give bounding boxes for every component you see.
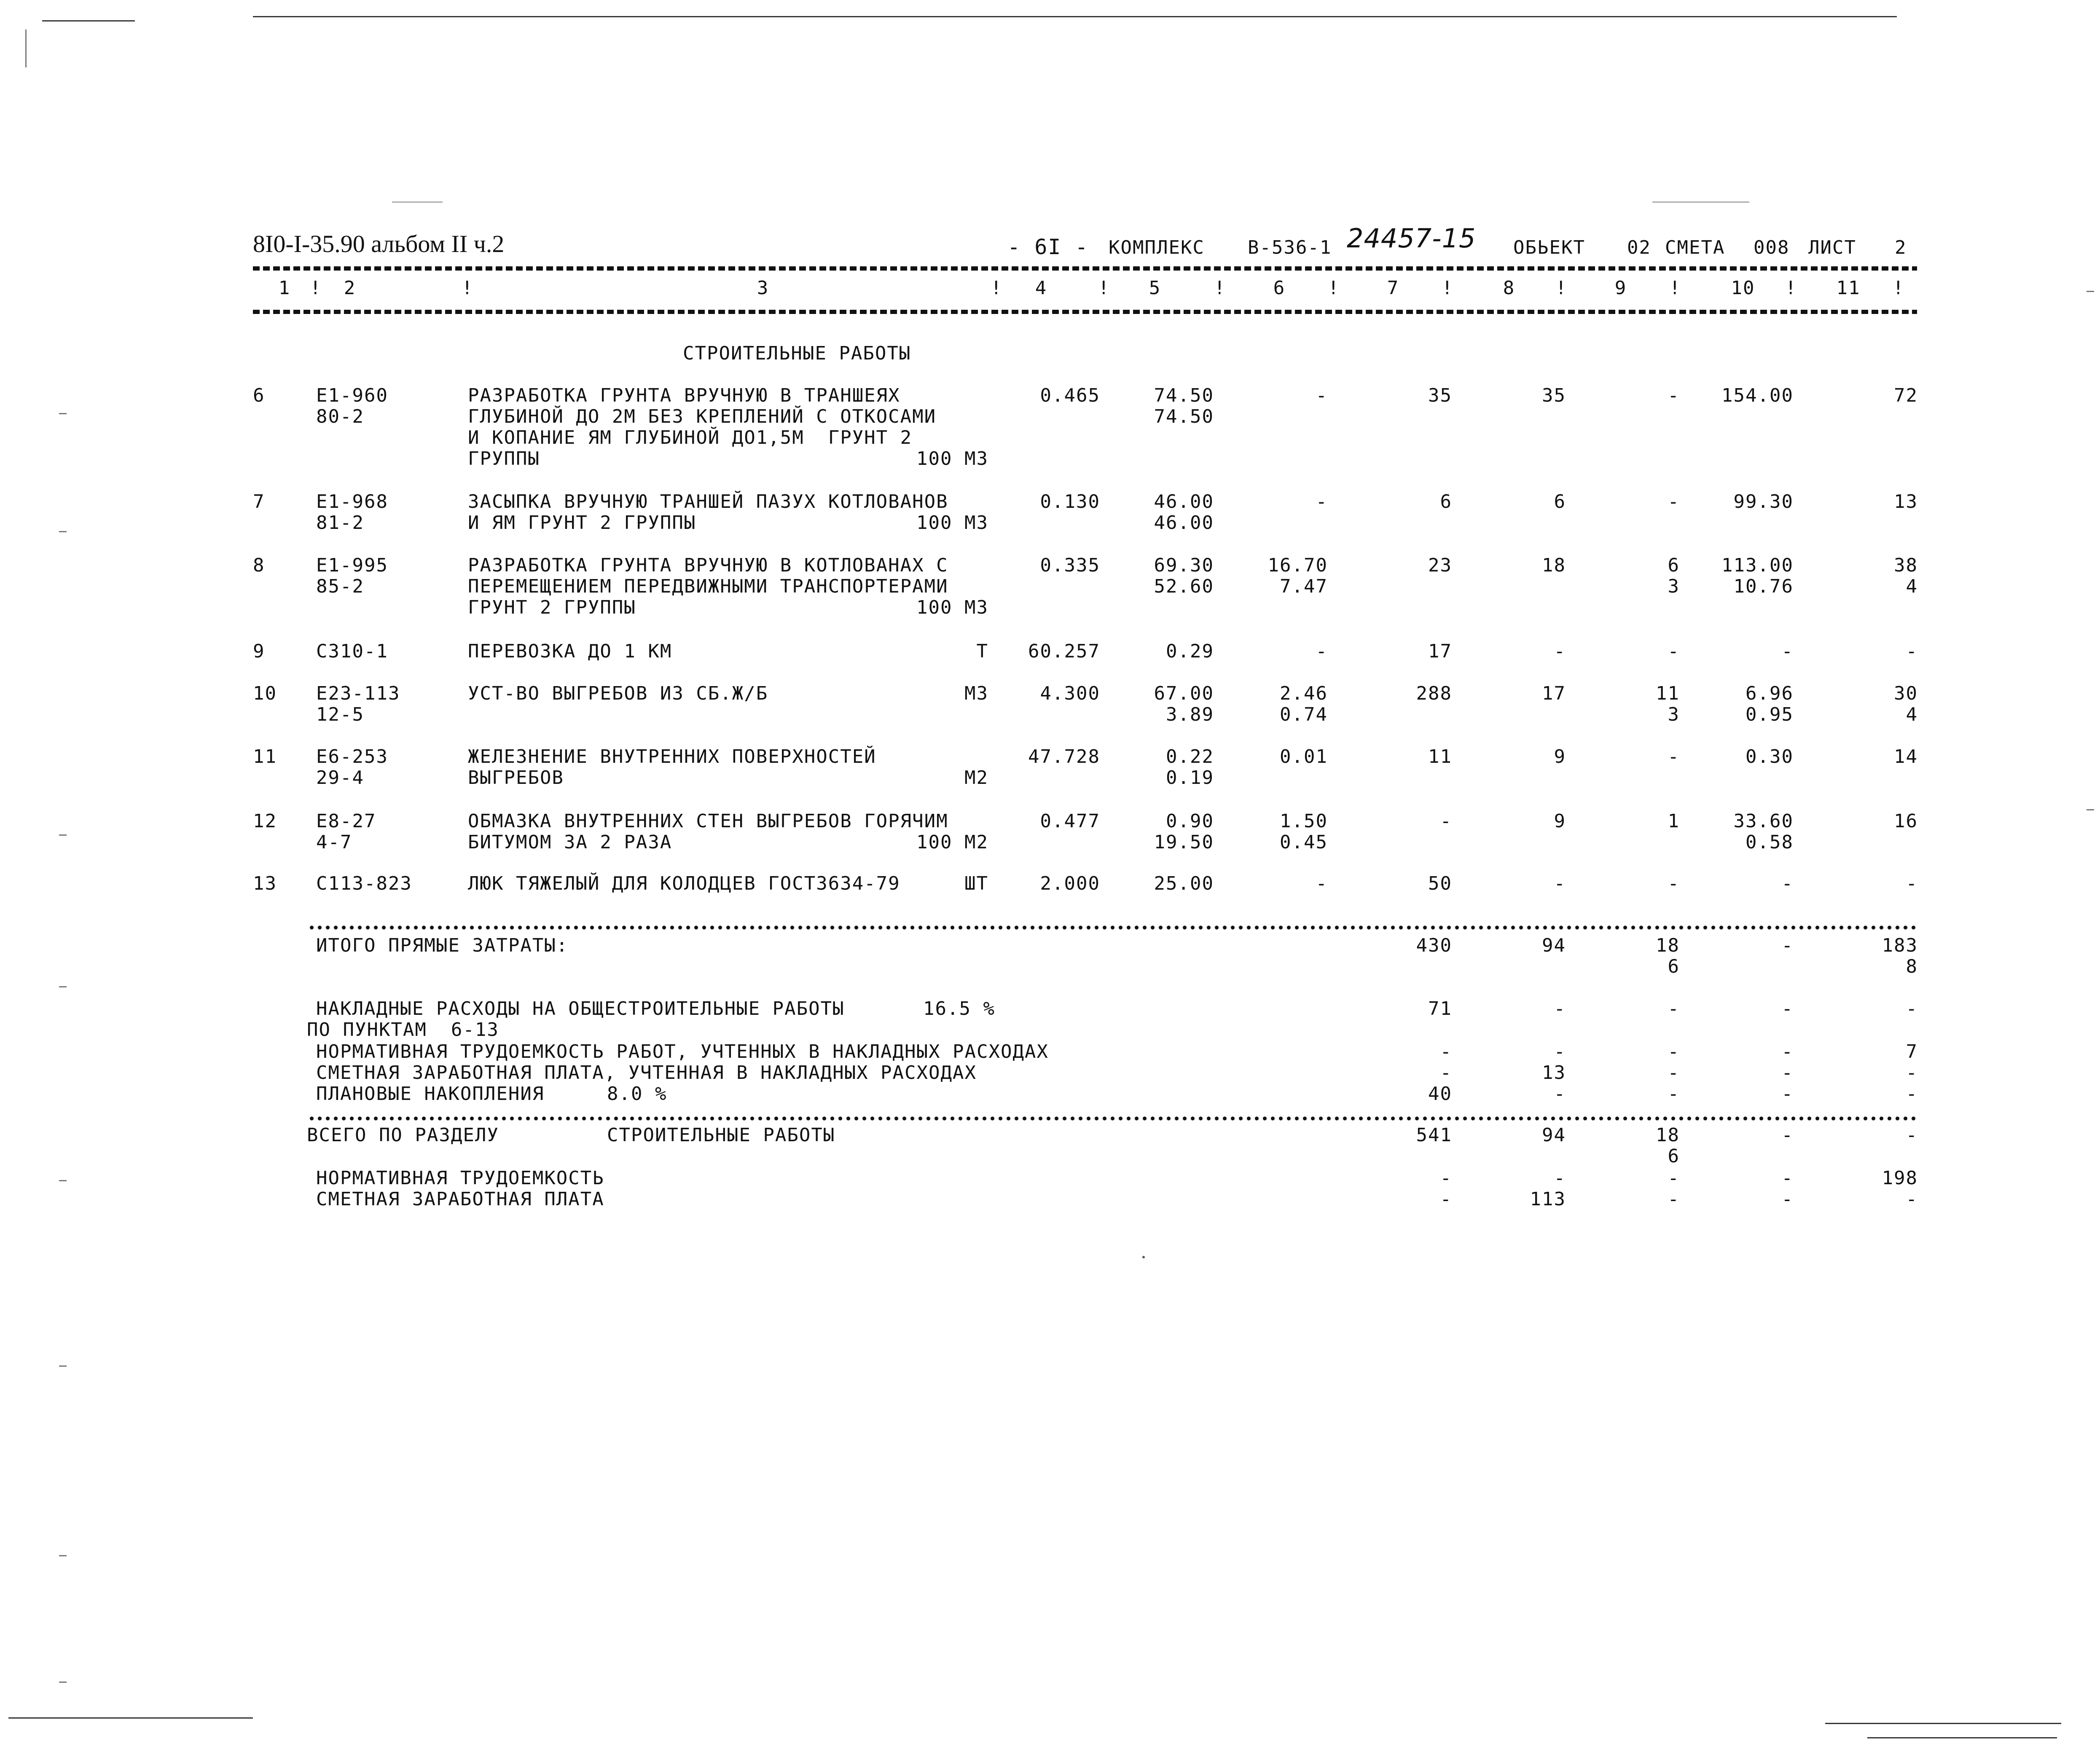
column-separator: ! [1098, 277, 1110, 299]
unit-of-measure: ШТ [964, 873, 988, 894]
value-col-6: 16.70 [1268, 555, 1328, 576]
wage-label: СМЕТНАЯ ЗАРАБОТНАЯ ПЛАТА [316, 1188, 604, 1210]
column-separator: ! [462, 277, 474, 299]
scan-bottom-rule-right-2 [1867, 1737, 2057, 1738]
value-col-9: 1 [1668, 810, 1680, 832]
total-col-8: 13 [1542, 1062, 1566, 1084]
scan-bottom-rule-left [8, 1717, 253, 1719]
complex-code: В-536-1 [1248, 237, 1332, 258]
value-col-5: 67.00 [1154, 683, 1214, 704]
section-total-dotted-separator [308, 1116, 1917, 1121]
value-col-10: 0.95 [1746, 704, 1794, 725]
margin-tick [59, 834, 67, 836]
planned-savings-percent: 8.0 % [607, 1083, 667, 1105]
value-col-8: 9 [1554, 810, 1566, 832]
page-number: - 6I - [1007, 235, 1089, 259]
complex-label: КОМПЛЕКС [1109, 237, 1205, 258]
column-separator: ! [1555, 277, 1568, 299]
quantity: 47.728 [1028, 746, 1100, 767]
column-number: 10 [1731, 277, 1755, 299]
total-col-7: - [1440, 1167, 1452, 1189]
row-number: 12 [253, 810, 277, 832]
total-col-9: 6 [1668, 1145, 1680, 1167]
value-col-5: 46.00 [1154, 491, 1214, 512]
overhead-sub-label: ПО ПУНКТАМ 6-13 [307, 1019, 499, 1041]
work-description: БИТУМОМ ЗА 2 РАЗА [468, 831, 672, 853]
value-col-10: 0.30 [1746, 746, 1794, 767]
value-col-9: 3 [1668, 704, 1680, 725]
value-col-9: 11 [1656, 683, 1680, 704]
quantity: 0.130 [1040, 491, 1100, 512]
unit-of-measure: 100 М3 [916, 448, 988, 469]
margin-tick [59, 531, 67, 532]
work-description: И ЯМ ГРУНТ 2 ГРУППЫ [468, 512, 696, 534]
value-col-7: 35 [1428, 385, 1452, 406]
total-col-11: 7 [1906, 1041, 1918, 1062]
total-col-9: - [1668, 1167, 1680, 1189]
value-col-11: 13 [1894, 491, 1918, 512]
column-number: 11 [1836, 277, 1861, 299]
total-col-7: - [1440, 1188, 1452, 1210]
margin-tick [2087, 809, 2094, 810]
norm-code: 81-2 [316, 512, 364, 534]
doc-code: 8I0-I-35.90 альбом II ч.2 [253, 230, 505, 257]
quantity: 2.000 [1040, 873, 1100, 894]
value-col-5: 74.50 [1154, 406, 1214, 427]
total-col-10: - [1781, 1124, 1794, 1146]
value-col-9: - [1668, 641, 1680, 662]
value-col-9: 3 [1668, 576, 1680, 597]
value-col-8: 35 [1542, 385, 1566, 406]
header-top-dashes [253, 266, 1917, 271]
overhead-label: НАКЛАДНЫЕ РАСХОДЫ НА ОБЩЕСТРОИТЕЛЬНЫЕ РАБОТЫ [316, 998, 845, 1019]
total-col-10: - [1781, 1041, 1794, 1062]
norm-code: Е6-253 [316, 746, 388, 767]
norm-code: 85-2 [316, 576, 364, 597]
row-number: 7 [253, 491, 265, 512]
value-col-10: 113.00 [1721, 555, 1794, 576]
unit-of-measure: 100 М2 [916, 831, 988, 853]
value-col-6: 2.46 [1280, 683, 1328, 704]
value-col-5: 46.00 [1154, 512, 1214, 534]
work-description: ЛЮК ТЯЖЕЛЫЙ ДЛЯ КОЛОДЦЕВ ГОСТ3634-79 [468, 873, 900, 894]
total-col-11: 8 [1906, 956, 1918, 977]
value-col-5: 0.19 [1166, 767, 1214, 789]
value-col-11: - [1906, 641, 1918, 662]
column-separator: ! [1214, 277, 1226, 299]
column-separator: ! [991, 277, 1003, 299]
value-col-10: 0.58 [1746, 831, 1794, 853]
value-col-5: 0.22 [1166, 746, 1214, 767]
value-col-5: 74.50 [1154, 385, 1214, 406]
value-col-6: 7.47 [1280, 576, 1328, 597]
value-col-6: 0.45 [1280, 831, 1328, 853]
row-number: 10 [253, 683, 277, 704]
value-col-10: 154.00 [1721, 385, 1794, 406]
scan-edge-mark [25, 30, 27, 67]
column-number: 4 [1035, 277, 1047, 299]
value-col-9: - [1668, 746, 1680, 767]
value-col-10: 6.96 [1746, 683, 1794, 704]
value-col-7: - [1440, 810, 1452, 832]
row-number: 9 [253, 641, 265, 662]
value-col-11: 14 [1894, 746, 1918, 767]
value-col-7: 23 [1428, 555, 1452, 576]
value-col-7: 288 [1416, 683, 1452, 704]
total-col-9: - [1668, 998, 1680, 1019]
quantity: 0.477 [1040, 810, 1100, 832]
row-number: 13 [253, 873, 277, 894]
total-col-8: 94 [1542, 1124, 1566, 1146]
row-number: 8 [253, 555, 265, 576]
total-col-7: 430 [1416, 935, 1452, 956]
unit-of-measure: 100 М3 [916, 512, 988, 534]
total-col-11: 198 [1882, 1167, 1918, 1189]
value-col-6: 1.50 [1280, 810, 1328, 832]
value-col-6: 0.74 [1280, 704, 1328, 725]
total-col-9: - [1668, 1083, 1680, 1105]
work-description: И КОПАНИЕ ЯМ ГЛУБИНОЙ ДО1,5М ГРУНТ 2 [468, 427, 913, 448]
work-description: ГРУНТ 2 ГРУППЫ [468, 597, 636, 618]
overhead-percent: 16.5 % [923, 998, 995, 1019]
estimate-number: 008 [1754, 237, 1790, 258]
total-col-10: - [1781, 998, 1794, 1019]
value-col-6: - [1316, 491, 1328, 512]
total-col-8: 113 [1530, 1188, 1566, 1210]
work-description: РАЗРАБОТКА ГРУНТА ВРУЧНУЮ В КОТЛОВАНАХ С [468, 555, 948, 576]
total-col-8: - [1554, 1041, 1566, 1062]
work-description: ПЕРЕМЕЩЕНИЕМ ПЕРЕДВИЖНЫМИ ТРАНСПОРТЕРАМИ [468, 576, 948, 597]
norm-code: 29-4 [316, 767, 364, 789]
norm-code: Е1-968 [316, 491, 388, 512]
direct-costs-label: ИТОГО ПРЯМЫЕ ЗАТРАТЫ: [316, 935, 569, 956]
norm-code: Е1-960 [316, 385, 388, 406]
scan-top-rule [253, 16, 1897, 17]
norm-code: 4-7 [316, 831, 352, 853]
quantity: 60.257 [1028, 641, 1100, 662]
work-description: ЗАСЫПКА ВРУЧНУЮ ТРАНШЕЙ ПАЗУХ КОТЛОВАНОВ [468, 491, 948, 512]
value-col-8: 18 [1542, 555, 1566, 576]
work-description: ПЕРЕВОЗКА ДО 1 КМ [468, 641, 672, 662]
total-col-10: - [1781, 1062, 1794, 1084]
value-col-5: 69.30 [1154, 555, 1214, 576]
unit-of-measure: М3 [964, 683, 988, 704]
header-bottom-dashes [253, 310, 1917, 314]
unit-of-measure: Т [976, 641, 988, 662]
column-separator: ! [1328, 277, 1340, 299]
margin-tick [59, 1555, 67, 1556]
norm-labor-overhead-label: НОРМАТИВНАЯ ТРУДОЕМКОСТЬ РАБОТ, УЧТЕННЫХ В НАКЛАДНЫХ РАСХОДАХ [316, 1041, 1049, 1062]
value-col-10: 33.60 [1733, 810, 1794, 832]
work-description: ГРУППЫ [468, 448, 540, 469]
value-col-11: 30 [1894, 683, 1918, 704]
total-col-7: 40 [1428, 1083, 1452, 1105]
margin-tick [59, 1682, 67, 1683]
norm-code: С113-823 [316, 873, 412, 894]
value-col-9: - [1668, 491, 1680, 512]
value-col-8: - [1554, 641, 1566, 662]
value-col-9: 6 [1668, 555, 1680, 576]
total-col-10: - [1781, 1188, 1794, 1210]
unit-of-measure: М2 [964, 767, 988, 789]
margin-tick [59, 986, 67, 987]
work-description: ГЛУБИНОЙ ДО 2М БЕЗ КРЕПЛЕНИЙ С ОТКОСАМИ [468, 406, 937, 427]
value-col-11: 72 [1894, 385, 1918, 406]
value-col-7: 6 [1440, 491, 1452, 512]
value-col-9: - [1668, 873, 1680, 894]
value-col-5: 19.50 [1154, 831, 1214, 853]
norm-labor-label: НОРМАТИВНАЯ ТРУДОЕМКОСТЬ [316, 1167, 604, 1189]
work-description: ОБМАЗКА ВНУТРЕННИХ СТЕН ВЫГРЕБОВ ГОРЯЧИМ [468, 810, 948, 832]
total-col-10: - [1781, 1167, 1794, 1189]
sheet-number: 2 [1895, 237, 1907, 258]
column-number: 3 [757, 277, 769, 299]
total-col-8: 94 [1542, 935, 1566, 956]
value-col-5: 3.89 [1166, 704, 1214, 725]
object-label: ОБЬЕКТ [1513, 237, 1585, 258]
scan-faint-rule [392, 201, 443, 203]
margin-tick [59, 1180, 67, 1181]
total-col-9: 18 [1656, 1124, 1680, 1146]
total-col-11: - [1906, 1188, 1918, 1210]
column-separator: ! [1669, 277, 1681, 299]
value-col-11: - [1906, 873, 1918, 894]
column-number: 2 [344, 277, 356, 299]
work-description: ЖЕЛЕЗНЕНИЕ ВНУТРЕННИХ ПОВЕРХНОСТЕЙ [468, 746, 876, 767]
scan-faint-rule [1652, 201, 1749, 203]
column-separator: ! [310, 277, 322, 299]
quantity: 0.335 [1040, 555, 1100, 576]
total-col-7: - [1440, 1041, 1452, 1062]
value-col-5: 0.90 [1166, 810, 1214, 832]
value-col-7: 50 [1428, 873, 1452, 894]
column-number: 9 [1614, 277, 1627, 299]
value-col-10: - [1781, 873, 1794, 894]
total-col-11: - [1906, 998, 1918, 1019]
total-col-10: - [1781, 1083, 1794, 1105]
sheet-label: ЛИСТ [1808, 237, 1856, 258]
column-number: 6 [1273, 277, 1286, 299]
work-description: УСТ-ВО ВЫГРЕБОВ ИЗ СБ.Ж/Б [468, 683, 768, 704]
value-col-8: - [1554, 873, 1566, 894]
value-col-11: 38 [1894, 555, 1918, 576]
column-number: 8 [1503, 277, 1515, 299]
column-separator: ! [1893, 277, 1905, 299]
value-col-7: 11 [1428, 746, 1452, 767]
value-col-9: - [1668, 385, 1680, 406]
norm-code: 12-5 [316, 704, 364, 725]
value-col-11: 16 [1894, 810, 1918, 832]
value-col-10: - [1781, 641, 1794, 662]
handwritten-number: 24457-15 [1347, 223, 1476, 254]
value-col-11: 4 [1906, 576, 1918, 597]
object-number: 02 [1627, 237, 1651, 258]
norm-code: 80-2 [316, 406, 364, 427]
section-total-name: СТРОИТЕЛЬНЫЕ РАБОТЫ [607, 1124, 835, 1146]
norm-code: Е1-995 [316, 555, 388, 576]
total-col-7: - [1440, 1062, 1452, 1084]
column-number: 1 [278, 277, 291, 299]
estimate-label: СМЕТА [1665, 237, 1725, 258]
scan-top-rule-left [42, 20, 135, 21]
value-col-6: - [1316, 873, 1328, 894]
value-col-11: 4 [1906, 704, 1918, 725]
column-separator: ! [1785, 277, 1797, 299]
value-col-10: 10.76 [1733, 576, 1794, 597]
margin-tick [59, 413, 67, 414]
total-col-11: - [1906, 1124, 1918, 1146]
margin-tick [59, 1365, 67, 1367]
total-col-9: - [1668, 1062, 1680, 1084]
value-col-10: 99.30 [1733, 491, 1794, 512]
total-col-7: 541 [1416, 1124, 1452, 1146]
totals-dotted-separator [308, 925, 1917, 930]
value-col-7: 17 [1428, 641, 1452, 662]
work-description: РАЗРАБОТКА ГРУНТА ВРУЧНУЮ В ТРАНШЕЯХ [468, 385, 900, 406]
total-col-10: - [1781, 935, 1794, 956]
quantity: 0.465 [1040, 385, 1100, 406]
total-col-11: 183 [1882, 935, 1918, 956]
work-description: ВЫГРЕБОВ [468, 767, 564, 789]
quantity: 4.300 [1040, 683, 1100, 704]
total-col-8: - [1554, 1167, 1566, 1189]
row-number: 6 [253, 385, 265, 406]
norm-code: Е8-27 [316, 810, 376, 832]
total-col-11: - [1906, 1083, 1918, 1105]
value-col-5: 52.60 [1154, 576, 1214, 597]
section-total-label: ВСЕГО ПО РАЗДЕЛУ [307, 1124, 499, 1146]
unit-of-measure: 100 М3 [916, 597, 988, 618]
scan-bottom-rule-right [1825, 1723, 2061, 1724]
total-col-8: - [1554, 1083, 1566, 1105]
total-col-9: 6 [1668, 956, 1680, 977]
row-number: 11 [253, 746, 277, 767]
value-col-6: - [1316, 641, 1328, 662]
wage-overhead-label: СМЕТНАЯ ЗАРАБОТНАЯ ПЛАТА, УЧТЕННАЯ В НАКЛАДНЫХ РАСХОДАХ [316, 1062, 977, 1084]
total-col-9: 18 [1656, 935, 1680, 956]
value-col-6: 0.01 [1280, 746, 1328, 767]
norm-code: С310-1 [316, 641, 388, 662]
total-col-9: - [1668, 1041, 1680, 1062]
column-number: 7 [1387, 277, 1399, 299]
total-col-7: 71 [1428, 998, 1452, 1019]
margin-tick [2087, 291, 2094, 292]
section-title: СТРОИТЕЛЬНЫЕ РАБОТЫ [683, 343, 911, 364]
value-col-5: 0.29 [1166, 641, 1214, 662]
value-col-5: 25.00 [1154, 873, 1214, 894]
value-col-8: 6 [1554, 491, 1566, 512]
total-col-9: - [1668, 1188, 1680, 1210]
column-number: 5 [1149, 277, 1161, 299]
column-separator: ! [1442, 277, 1454, 299]
planned-savings-label: ПЛАНОВЫЕ НАКОПЛЕНИЯ [316, 1083, 545, 1105]
norm-code: Е23-113 [316, 683, 400, 704]
total-col-8: - [1554, 998, 1566, 1019]
value-col-8: 17 [1542, 683, 1566, 704]
value-col-6: - [1316, 385, 1328, 406]
value-col-8: 9 [1554, 746, 1566, 767]
total-col-11: - [1906, 1062, 1918, 1084]
scan-speck [1142, 1256, 1145, 1258]
